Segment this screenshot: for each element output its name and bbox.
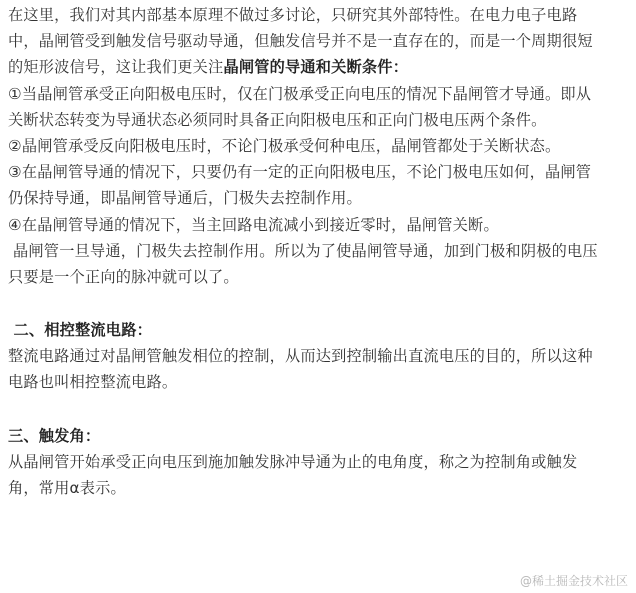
condition-1-line: ①当晶闸管承受正向阳极电压时，仅在门极承受正向电压的情况下晶闸管才导通。即从 bbox=[8, 84, 592, 103]
bold-emphasis: 晶闸管的导通和关断条件： bbox=[223, 58, 409, 77]
section-2-heading: 二、相控整流电路： bbox=[8, 321, 152, 340]
section-3-line: 从晶闸管开始承受正向电压到施加触发脉冲导通为止的电角度，称之为控制角或触发 bbox=[8, 452, 578, 471]
condition-1-line: 关断状态转变为导通状态必须同时具备正向阳极电压和正向门极电压两个条件。 bbox=[8, 110, 547, 129]
summary-line: 只要是一个正向的脉冲就可以了。 bbox=[8, 267, 239, 286]
section-2-line: 电路也叫相控整流电路。 bbox=[8, 373, 178, 392]
section-3-line: 角，常用α表示。 bbox=[8, 479, 126, 497]
paragraph-line bbox=[8, 54, 632, 80]
condition-3-line: ③在晶闸管导通的情况下，只要仍有一定的正向阳极电压，不论门极电压如何，晶闸管 bbox=[8, 163, 592, 182]
watermark: @稀土掘金技术社区 bbox=[519, 574, 628, 588]
section-3-heading: 三、触发角： bbox=[8, 426, 101, 445]
condition-4: ④在晶闸管导通的情况下，当主回路电流减小到接近零时，晶闸管关断。 bbox=[8, 215, 499, 234]
condition-3-line: 仍保持导通，即晶闸管导通后，门极失去控制作用。 bbox=[8, 189, 362, 208]
condition-2: ②晶闸管承受反向阳极电压时，不论门极承受何种电压，晶闸管都处于关断状态。 bbox=[8, 136, 561, 155]
paragraph-line: 中，晶闸管受到触发信号驱动导通，但触发信号并不是一直存在的，而是一个周期很短 bbox=[8, 32, 593, 51]
paragraph-text: 的矩形波信号，这让我们更关注 bbox=[8, 58, 224, 77]
paragraph-line: 在这里，我们对其内部基本原理不做过多讨论，只研究其外部特性。在电力电子电路 bbox=[8, 6, 578, 24]
article-body bbox=[8, 2, 632, 501]
summary-line: 晶闸管一旦导通，门极失去控制作用。所以为了使晶闸管导通，加到门极和阴极的电压 bbox=[8, 241, 598, 260]
section-2-line: 整流电路通过对晶闸管触发相位的控制，从而达到控制输出直流电压的目的，所以这种 bbox=[8, 347, 593, 366]
